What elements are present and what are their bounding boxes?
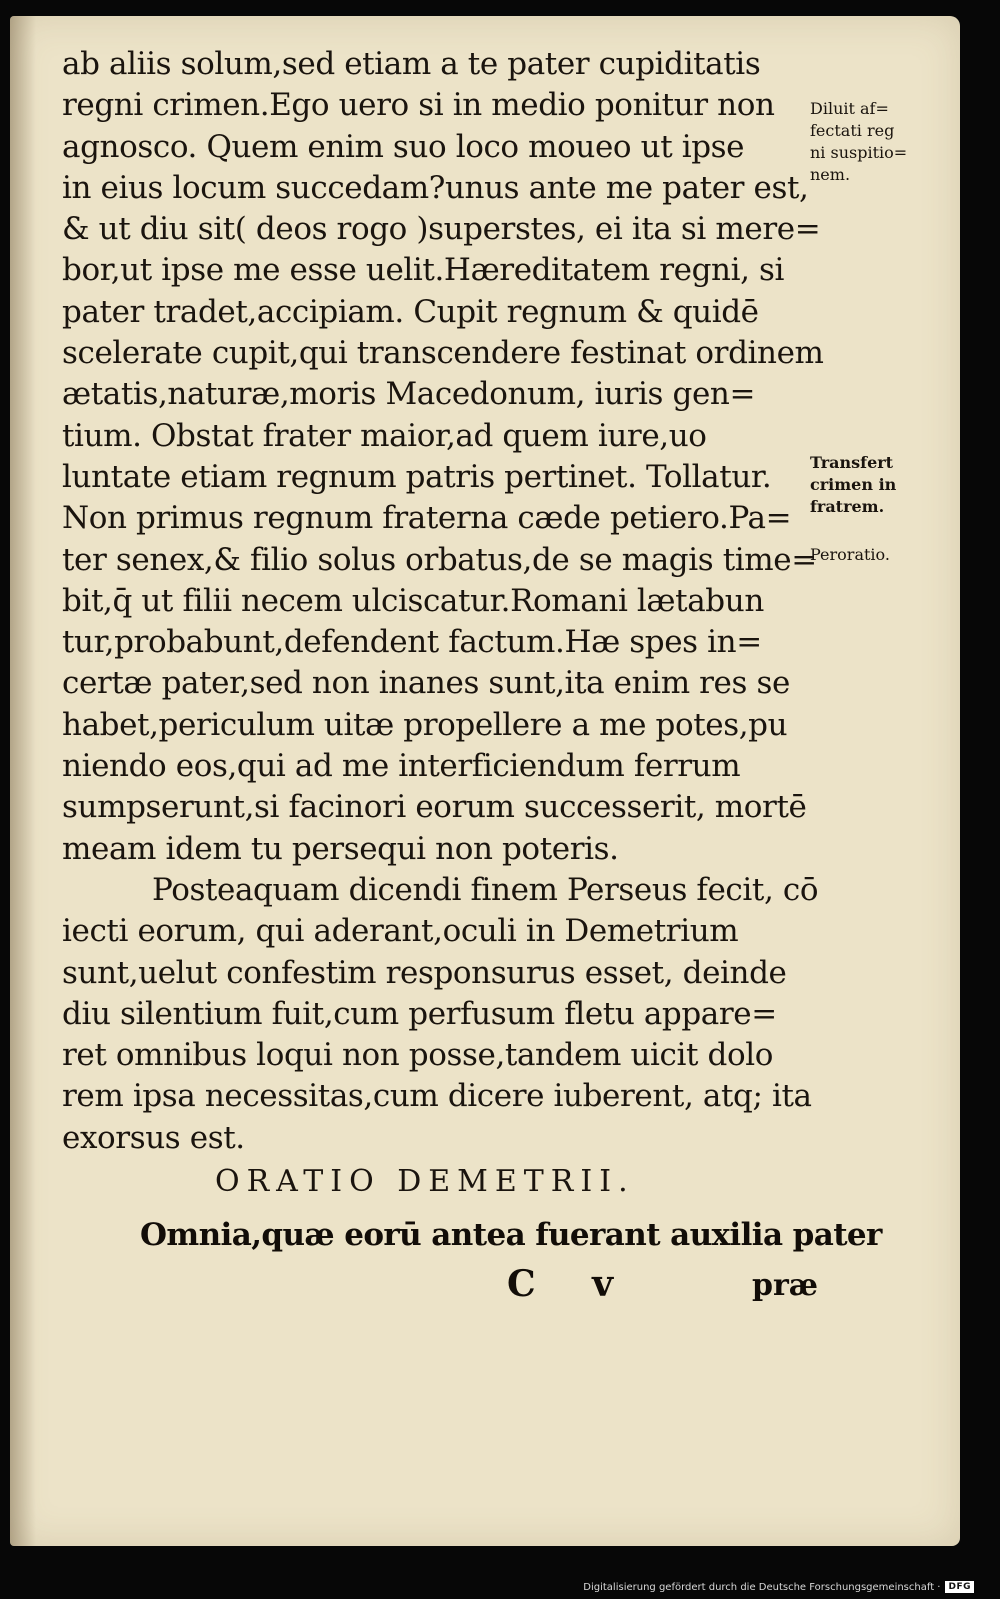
marginal-line: Transfert (810, 453, 894, 472)
text-line: niendo eos,qui ad me interficiendum ferrum (62, 748, 741, 785)
text-line: exorsus est. (62, 1119, 245, 1156)
text-line: certæ pater,sed non inanes sunt,ita enim res se (62, 665, 790, 702)
text-line: Non primus regnum fraterna cæde petiero.Pa= (62, 500, 792, 537)
main-text-block (62, 44, 822, 1159)
signature-mark: C v (507, 1263, 636, 1305)
marginal-line: fectati reg (810, 121, 895, 140)
text-line: bit,q̄ ut filii necem ulciscatur.Romani lætabun (62, 582, 764, 619)
page-spine-shadow (10, 16, 36, 1546)
text-line: sumpserunt,si facinori eorum successerit, mortē (62, 789, 807, 826)
text-line: tium. Obstat frater maior,ad quem iure,uo (62, 417, 707, 454)
marginal-line: Diluit af= (810, 99, 889, 118)
text-line: meam idem tu persequi non poteris. (62, 830, 619, 867)
text-line: habet,periculum uitæ propellere a me potes,pu (62, 706, 788, 743)
text-line: & ut diu sit( deos rogo )superstes, ei ita si mere= (62, 211, 821, 248)
marginal-note-3 (810, 544, 890, 566)
marginal-line: ni suspitio= (810, 143, 908, 162)
text-line: regni crimen.Ego uero si in medio ponitur non (62, 87, 775, 124)
text-line: ret omnibus loqui non posse,tandem uicit dolo (62, 1037, 774, 1074)
text-line: ter senex,& filio solus orbatus,de se magis time= (62, 541, 817, 578)
text-line: ætatis,naturæ,moris Macedonum, iuris gen= (62, 376, 756, 413)
paragraph-first-line: Posteaquam dicendi finem Perseus fecit, cō (152, 871, 819, 908)
marginal-line: Peroratio. (810, 545, 890, 564)
marginal-note-1 (810, 98, 907, 186)
text-line: pater tradet,accipiam. Cupit regnum & quidē (62, 293, 759, 330)
dfg-logo: DFG (945, 1581, 974, 1593)
text-line: rem ipsa necessitas,cum dicere iuberent, atq; ita (62, 1078, 812, 1115)
marginal-note-2 (810, 452, 896, 518)
text-line: in eius locum succedam?unus ante me pater est, (62, 169, 809, 206)
text-line: iecti eorum, qui aderant,oculi in Demetrium (62, 913, 739, 950)
text-line: agnosco. Quem enim suo loco moueo ut ipse (62, 128, 745, 165)
catchword: præ (752, 1268, 819, 1303)
text-line: tur,probabunt,defendent factum.Hæ spes in= (62, 624, 762, 661)
marginal-line: fratrem. (810, 497, 885, 516)
oration-first-line: Omnia,quæ eorū antea fuerant auxilia pater (140, 1217, 882, 1253)
text-line: ab aliis solum,sed etiam a te pater cupiditatis (62, 46, 761, 82)
credit-text: Digitalisierung gefördert durch die Deutsche Forschungsgemeinschaft · (583, 1581, 941, 1593)
book-page (10, 16, 960, 1546)
text-line: bor,ut ipse me esse uelit.Hæreditatem regni, si (62, 252, 785, 289)
digitization-credit (583, 1581, 974, 1593)
marginal-line: nem. (810, 165, 851, 184)
text-line: diu silentium fuit,cum perfusum fletu appare= (62, 995, 777, 1032)
text-line: sunt,uelut confestim responsurus esset, deinde (62, 954, 787, 991)
text-line: scelerate cupit,qui transcendere festinat ordinem (62, 335, 824, 372)
section-heading: ORATIO DEMETRII. (215, 1164, 635, 1199)
marginal-line: crimen in (810, 475, 897, 494)
text-line: luntate etiam regnum patris pertinet. Tollatur. (62, 458, 772, 495)
